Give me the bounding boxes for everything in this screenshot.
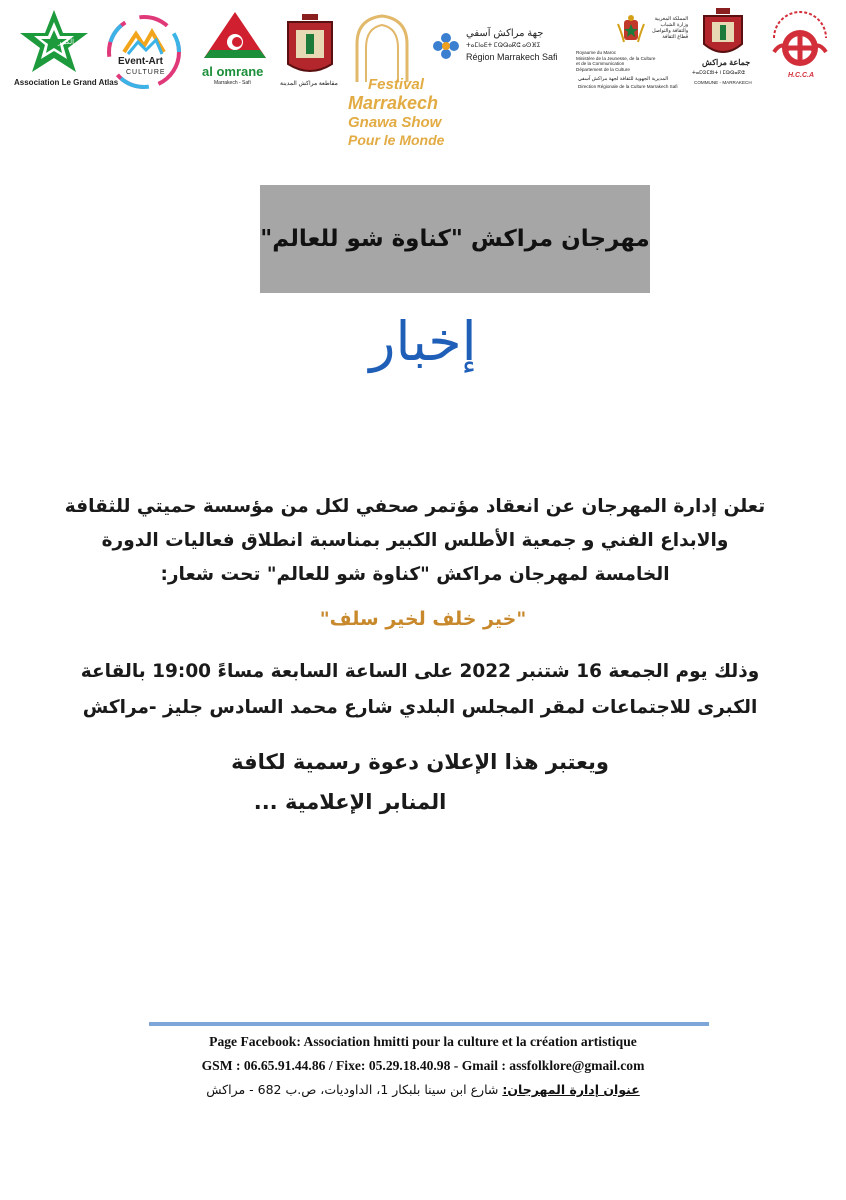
festival-line4: Pour le Monde (348, 132, 445, 148)
footer-facebook: Page Facebook: Association hmitti pour la culture et la création artistique (209, 1034, 637, 1049)
region-french: Région Marrakech Safi (466, 52, 558, 62)
marrakech-commune-tifinagh: ⵜⴰⵎⵙⵎⵓⵏⵜ ⵏ ⵎⵕⵕⴰⴽⵛ (692, 70, 745, 76)
announcement-paragraph (60, 490, 770, 592)
region-flower-icon (432, 32, 460, 60)
festival-line3: Gnawa Show (348, 114, 442, 131)
closing-line: المنابر الإعلامية ... (253, 790, 447, 814)
region-logo (432, 28, 562, 68)
region-arabic: جهة مراكش آسفي (466, 28, 544, 39)
marrakech-commune-logo (692, 6, 752, 90)
al-omrane-name: al omrane (202, 64, 264, 79)
event-detail-line: الكبرى للاجتماعات لمقر المجلس البلدي شارع محمد السادس جليز -مراكش (82, 697, 758, 718)
announcement-line: تعلن إدارة المهرجان عن انعقاد مؤتمر صحفي لكل من مؤسسة حميتي للثقافة (64, 496, 766, 517)
hcca-emblem-icon (764, 8, 836, 72)
grand-atlas-logo (14, 8, 119, 93)
footer-address-label: عنوان إدارة المهرجان: (502, 1082, 640, 1097)
hcca-logo (764, 8, 836, 86)
commune-seal-caption: مقاطعة مراكش المدينة (280, 81, 338, 87)
hcca-text: H.C.C.A (788, 72, 815, 79)
festival-arch-icon (352, 14, 412, 84)
ministry-bottom-ar: المديرية الجهوية للثقافة لجهة مراكش آسفي (578, 76, 669, 82)
event-details (40, 654, 800, 726)
al-omrane-logo (200, 10, 270, 90)
ministry-logo (576, 14, 689, 94)
commune-shield-icon (700, 6, 746, 58)
closing-note (120, 742, 720, 822)
marrakech-commune-ar: جماعة مراكش (702, 58, 751, 67)
closing-line: ويعتبر هذا الإعلان دعوة رسمية لكافة (231, 750, 609, 774)
ministry-left-text: Royaume du Maroc Ministère de la Jeunesse, de la Culture et de la Communication Département de la Culture (576, 50, 656, 72)
title-box (260, 185, 650, 293)
page-title: مهرجان مراكش "كناوة شو للعالم" (260, 226, 650, 252)
footer-address-text: شارع ابن سينا بلبكار 1، الداوديات، ص.ب 682 - مراكش (206, 1082, 503, 1097)
al-omrane-house-icon (200, 10, 270, 62)
ministry-bottom-fr: Direction Régionale de la Culture Marrakech Safi (578, 84, 678, 89)
festival-line2: Marrakech (348, 93, 439, 113)
festival-line1: Festival (368, 76, 424, 93)
seal-emblem-icon (284, 10, 336, 80)
footer-contact: GSM : 06.65.91.44.86 / Fixe: 05.29.18.40.98 - Gmail : assfolklore@gmail.com (201, 1058, 645, 1073)
footer-divider (149, 1022, 709, 1026)
event-art-subtitle: CULTURE (126, 69, 166, 76)
announcement-heading: إخبار (369, 310, 477, 373)
ministry-right-text: المملكة المغربية وزارة الشباب والثقافة والتواصل قطاع الثقافة (652, 16, 689, 40)
grand-atlas-caption: Association Le Grand Atlas (14, 78, 119, 87)
marrakech-commune-fr: COMMUNE - MARRAKECH (694, 80, 752, 85)
announcement-line: الخامسة لمهرجان مراكش "كناوة شو للعالم" تحت شعار: (160, 564, 670, 585)
region-tifinagh: ⵜⴰⵎⵏⴰⴹⵜ ⵎⵕⵕⴰⴽⵛ ⴰⵙⴼⵉ (466, 43, 541, 49)
event-art-logo (106, 14, 182, 90)
footer-address (0, 1082, 846, 1097)
al-omrane-sub: Marrakech - Safi (214, 80, 251, 86)
event-art-title: Event-Art (118, 56, 164, 67)
festival-slogan: "خير خلف لخير سلف" (319, 608, 527, 630)
moroccan-crest-icon (616, 14, 646, 46)
grand-atlas-mark: الأطلس الكبير (58, 39, 99, 46)
event-detail-line: وذلك يوم الجمعة 16 شتنبر 2022 على الساعة السابعة مساءً 19:00 بالقاعة (80, 661, 760, 682)
commune-seal-logo (280, 10, 338, 90)
event-art-ring-icon (106, 14, 182, 90)
announcement-line: والابداع الفني و جمعية الأطلس الكبير بمناسبة انطلاق فعاليات الدورة (101, 530, 729, 551)
